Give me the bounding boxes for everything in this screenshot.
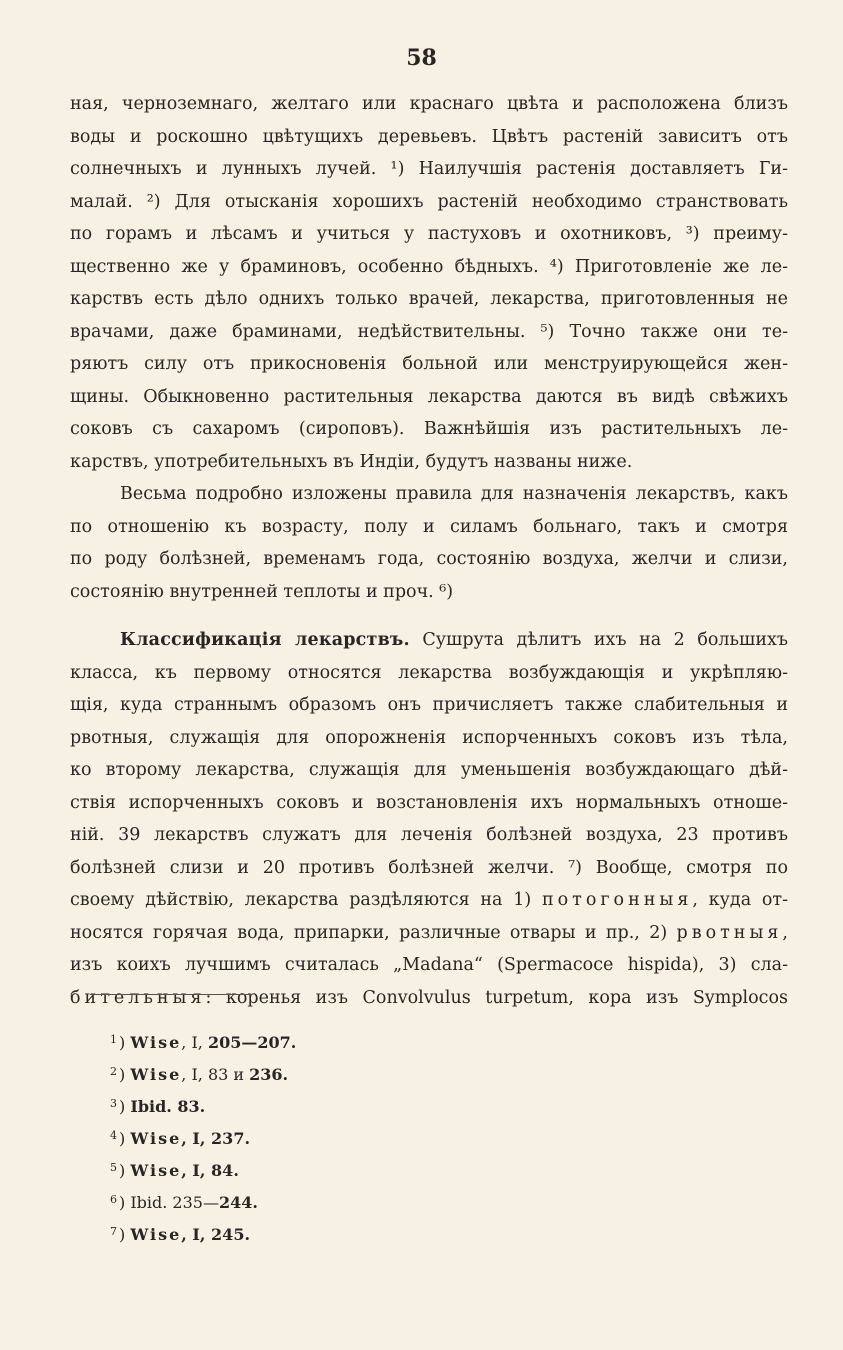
footnote-pages: 244. xyxy=(218,1193,258,1212)
text-line: ствія испорченныхъ соковъ и возстановленія ихъ нормальныхъ отноше- xyxy=(70,792,788,813)
text-line: малай. ²) Для отысканія хорошихъ растеній необходимо странствовать xyxy=(70,191,788,212)
text-line: изъ коихъ лучшимъ считалась „Madana“ (Spermacoce hispida), 3) сла- xyxy=(70,955,788,975)
footnote-pages: 237. xyxy=(211,1129,251,1148)
footnote-ref: , I, xyxy=(181,1129,212,1148)
footnote-ref: , I, xyxy=(181,1161,212,1180)
footnote-author: Wise xyxy=(130,1065,182,1084)
footnote: $^6$ ) Ibid. 235—244. xyxy=(110,1193,258,1212)
footnote-pages: 245. xyxy=(211,1225,251,1244)
text-line xyxy=(70,884,788,917)
text-line: врачами, даже браминами, недѣйствительны. ⁵) Точно также они те- xyxy=(70,321,788,342)
text-line: класса, къ первому относятся лекарства возбуждающія и укрѣпляю- xyxy=(70,662,788,683)
text-line: щины. Обыкновенно растительныя лекарства даются въ видѣ свѣжихъ xyxy=(70,386,788,407)
emphasized-term: бительныя xyxy=(70,987,206,1008)
text-line: щія, куда страннымъ образомъ онъ причисляетъ также слабительныя и xyxy=(70,695,788,715)
text-fragment: своему дѣйствію, лекарства раздѣляются на 1) xyxy=(70,890,542,910)
footnote-author: Wise xyxy=(130,1161,182,1180)
text-line: состоянію внутренней теплоты и проч. ⁶) xyxy=(70,581,454,602)
text-line: болѣзней слизи и 20 противъ болѣзней желчи. ⁷) Вообще, смотря по xyxy=(70,857,788,878)
footnote-ref: , I, xyxy=(181,1033,208,1052)
text-fragment: : коренья изъ Convolvulus turpetum, кора изъ Symplocos xyxy=(205,987,788,1008)
footnote-mark: 3 xyxy=(110,1097,117,1110)
footnotes xyxy=(110,1025,296,1249)
text-line: воды и роскошно цвѣтущихъ деревьевъ. Цвѣтъ растеній зависитъ отъ xyxy=(70,126,788,147)
footnote-author: Wise xyxy=(130,1129,182,1148)
footnote-pages: 205—207. xyxy=(207,1033,297,1052)
footnote-author: Wise xyxy=(130,1225,182,1244)
footnote: $^2$ ) Wise, I, 83 и 236. xyxy=(110,1065,289,1084)
footnote-pages: 84. xyxy=(211,1161,239,1180)
text-line: ній. 39 лекарствъ служатъ для леченія болѣзней воздуха, 23 противъ xyxy=(70,825,788,845)
text-fragment: Сушрута дѣлитъ ихъ на 2 большихъ xyxy=(409,630,788,650)
footnote-mark: 2 xyxy=(110,1065,117,1078)
text-fragment: носятся горячая вода, припарки, различные отвары и пр., 2) xyxy=(70,922,677,943)
text-line: ряютъ силу отъ прикосновенія больной или менструирующейся жен- xyxy=(70,354,788,374)
footnote-ref: Ibid. 235— xyxy=(130,1193,219,1212)
text-line: по горамъ и лѣсамъ и учиться у пастуховъ и охотниковъ, ³) преиму- xyxy=(70,224,788,244)
page-number: 58 xyxy=(406,45,437,71)
text-fragment: , xyxy=(782,922,788,943)
footnote-mark: 5 xyxy=(110,1161,117,1174)
text-line: солнечныхъ и лунныхъ лучей. ¹) Наилучшія растенія доставляетъ Ги- xyxy=(70,159,788,179)
footnote-mark: 4 xyxy=(110,1129,117,1142)
text-line: ко второму лекарства, служащія для уменьшенія возбуждающаго дѣй- xyxy=(70,760,788,780)
text-line xyxy=(70,624,788,657)
footnote-pages: 236. xyxy=(249,1065,289,1084)
section-heading: Классификація лекарствъ. xyxy=(120,630,410,650)
text-fragment: , куда от- xyxy=(692,890,788,910)
footnote-divider xyxy=(90,994,252,995)
text-line: Весьма подробно изложены правила для назначенія лекарствъ, какъ xyxy=(120,484,788,504)
footnote: $^1$ ) Wise, I, 205—207. xyxy=(110,1033,297,1052)
text-line: рвотныя, служащія для опорожненія испорченныхъ соковъ изъ тѣла, xyxy=(70,727,788,748)
text-line: по отношенію къ возрасту, полу и силамъ больнаго, такъ и смотря xyxy=(70,516,788,537)
text-line: щественно же у браминовъ, особенно бѣдныхъ. ⁴) Приготовленіе же ле- xyxy=(70,256,788,277)
footnote: $^7$ ) Wise, I, 245. xyxy=(110,1225,251,1244)
text-line: по роду болѣзней, временамъ года, состоянію воздуха, желчи и слизи, xyxy=(70,549,788,569)
footnote-ref: Ibid. 83. xyxy=(130,1097,206,1116)
footnote: $^5$ ) Wise, I, 84. xyxy=(110,1161,239,1180)
text-line xyxy=(70,982,788,1015)
text-line: соковъ съ сахаромъ (сироповъ). Важнѣйшія изъ растительныхъ ле- xyxy=(70,419,788,439)
text-line xyxy=(70,917,788,950)
footnote-ref: , I, xyxy=(181,1225,212,1244)
footnote-ref: , I, 83 и xyxy=(181,1065,250,1084)
emphasized-term: потогонныя xyxy=(541,890,693,910)
footnote-author: Wise xyxy=(130,1033,182,1052)
body-text xyxy=(70,88,788,1014)
footnote-mark: 7 xyxy=(110,1225,117,1238)
text-line: карствъ есть дѣло однихъ только врачей, лекарства, приготовленныя не xyxy=(70,289,788,309)
text-line: ная, черноземнаго, желтаго или краснаго цвѣта и расположена близъ xyxy=(70,94,788,114)
text-line: карствъ, употребительныхъ въ Индіи, будутъ названы ниже. xyxy=(70,451,633,472)
footnote: $^4$ ) Wise, I, 237. xyxy=(110,1129,251,1148)
paragraph-gap xyxy=(70,608,788,624)
footnote-mark: 1 xyxy=(110,1033,117,1046)
emphasized-term: рвотныя xyxy=(676,922,783,943)
footnote: $^3$ ) Ibid. 83. xyxy=(110,1097,206,1116)
footnote-mark: 6 xyxy=(110,1193,117,1206)
